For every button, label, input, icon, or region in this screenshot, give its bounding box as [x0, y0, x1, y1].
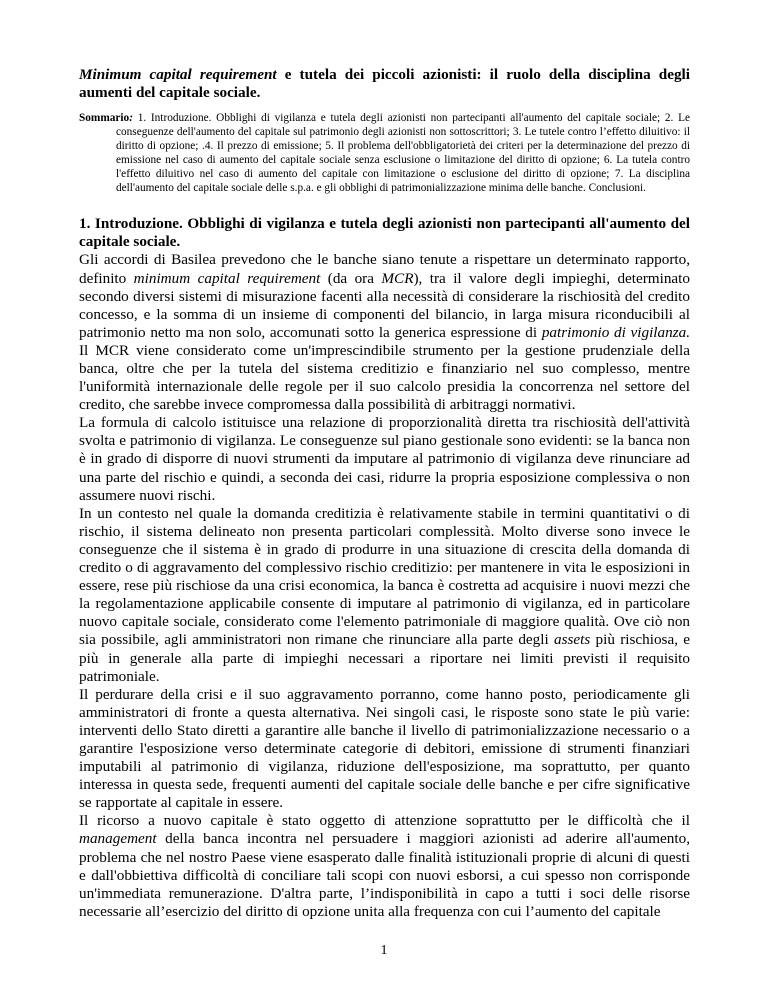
- paper-title: [79, 66, 690, 102]
- title-rest: e tutela dei piccoli azionisti: il ruolo della disciplina degli aumenti del capitale sociale.: [79, 66, 690, 101]
- page-number: 1: [380, 943, 388, 958]
- paragraph-2: La formula di calcolo istituisce una relazione di proporzionalità diretta tra rischiosità dell'attività svolta e patrimonio di vigilanza. Le conseguenze sul piano gestionale sono evidenti: se la banca non è in grado di disporre di nuovi strumenti da imputare al patrimonio di vigilanza deve rinunciare ad una parte del rischio e quindi, a seconda dei casi, ridurre la propria esposizione complessiva o non assumere nuovi rischi.: [79, 414, 690, 504]
- paragraph-3: In un contesto nel quale la domanda creditizia è relativamente stabile in termini quantitativi o di rischio, il sistema delineato non presenta particolari complessità. Molto diverse sono invece le conseguenze che il sistema è in grado di produrre in una situazione di crescita della domanda di credito o di aggravamento del complessivo rischio creditizio: per mantenere in vita le esposizioni in essere, rese più rischiose da una crisi economica, la banca è costretta ad acquisire i nuovi mezzi che la regolamentazione applicabile consente di imputare al patrimonio di vigilanza, ed in particolare nuovo capitale sociale, considerato come l'elemento patrimoniale di maggiore qualità. Ove ciò non sia possibile, agli amministratori non rimane che rinunciare alla parte degli assets più rischiosa, e più in generale alla parte di impieghi necessari a riportare nei limiti previsti il requisito patrimoniale.: [79, 504, 690, 685]
- title-italic: Minimum capital requirement: [79, 66, 277, 83]
- summary-label: Sommario:: [79, 112, 133, 124]
- paragraph-1: Gli accordi di Basilea prevedono che le banche siano tenute a rispettare un determinato rapporto, definito minimum capital requirement (da ora MCR), tra il valore degli impieghi, determinato secondo diversi sistemi di misurazione facenti alla necessità di considerare la rischiosità del credito concesso, e la somma di un insieme di componenti del bilancio, in larga misura riconducibili al patrimonio netto ma non solo, accomunati sotto la generica espressione di patrimonio di vigilanza. Il MCR viene considerato come un'imprescindibile strumento per la gestione prudenziale della banca, oltre che per la tutela del sistema creditizio e finanziario nel suo complesso, mentre l'uniformità internazionale delle regole per il suo calcolo presidia la concorrenza nel settore del credito, che sarebbe invece compromessa dalla possibilità di arbitraggi normativi.: [79, 251, 690, 414]
- paragraph-5: Il ricorso a nuovo capitale è stato oggetto di attenzione soprattutto per le difficoltà che il management della banca incontra nel persuadere i maggiori azionisti ad aderire all'aumento, problema che nel nostro Paese viene esasperato dalle finalità istituzionali proprie di alcuni di questi e dall'obbiettiva difficoltà di conciliare tali scopi con nuovi esborsi, a cui spesso non corrisponde un'immediata remunerazione. D'altra parte, l’indisponibilità in capo a tutti i soci delle risorse necessarie all’esercizio del diritto di opzione unita alla frequenza con cui l’aumento del capitale: [79, 812, 690, 920]
- summary-text: 1. Introduzione. Obblighi di vigilanza e tutela degli azionisti non partecipanti all'aumento del capitale sociale; 2. Le conseguenze dell'aumento del capitale sul patrimonio degli azionisti non sottoscrittori; 3. Le tutele contro l’effetto diluitivo: il diritto di opzione; .4. Il prezzo di emissione; 5. Il problema dell'obbligatorietà dei criteri per la determinazione del prezzo di emissione nel caso di aumento del capitale sociale senza esclusione o limitazione del diritto di opzione; 6. La tutela contro l'effetto diluitivo nel caso di aumento del capitale con limitazione o esclusione del diritto di opzione; 7. La disciplina dell'aumento del capitale sociale delle s.p.a. e gli obblighi di patrimonializzazione minima delle banche. Conclusioni.: [116, 112, 690, 194]
- document-page: [79, 66, 690, 921]
- section-heading: 1. Introduzione. Obblighi di vigilanza e tutela degli azionisti non partecipanti all'aumento del capitale sociale.: [79, 215, 690, 251]
- summary-block: [79, 112, 690, 195]
- paragraph-4: Il perdurare della crisi e il suo aggravamento porranno, come hanno posto, periodicamente gli amministratori di fronte a questa alternativa. Nei singoli casi, le risposte sono state le più varie: interventi dello Stato diretti a garantire alle banche il livello di patrimonializzazione necessario o a garantire l'esposizione verso determinate categorie di debitori, emissione di strumenti finanziari imputabili al patrimonio di vigilanza, riduzione dell'esposizione, ma soprattutto, per quanto interessa in questa sede, frequenti aumenti del capitale sociale delle banche e per cifre significative se rapportate al capitale in essere.: [79, 685, 690, 812]
